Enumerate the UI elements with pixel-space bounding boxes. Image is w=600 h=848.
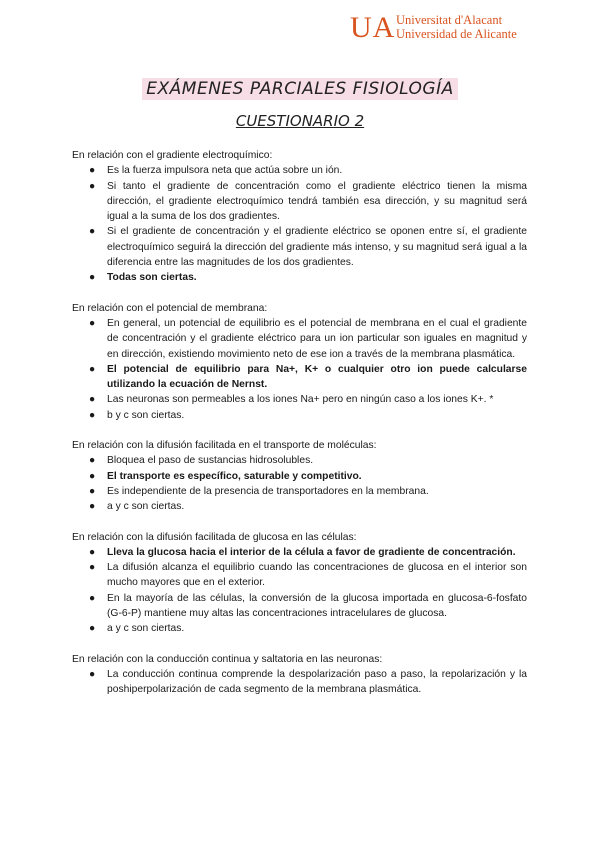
option-item: [72, 560, 527, 591]
option-item-correct: [72, 270, 527, 285]
option-item: [72, 179, 527, 225]
bullet-icon: ●: [89, 623, 96, 635]
option-item: [72, 667, 527, 698]
option-item: [72, 316, 527, 362]
option-list: [72, 667, 527, 698]
bullet-icon: ●: [89, 165, 96, 177]
bullet-icon: ●: [89, 180, 96, 192]
option-item: [72, 499, 527, 514]
option-item: [72, 591, 527, 622]
bullet-icon: ●: [89, 485, 96, 497]
option-list: [72, 316, 527, 423]
logo-text: [396, 14, 517, 41]
page-title: EXÁMENES PARCIALES FISIOLOGÍA: [142, 78, 457, 100]
option-text: Las neuronas son permeables a los iones Na+ pero en ningún caso a los iones K+. *: [107, 394, 494, 406]
question-text: En relación con la difusión facilitada de glucosa en las células:: [72, 531, 357, 543]
option-text: En general, un potencial de equilibrio es el potencial de membrana en el cual el gradiente de concentración y el gradiente eléctrico para un ion particular son iguales en magnitud y en dirección, existiendo movimiento neto de ese ion a través de la membrana plasmática.: [107, 317, 527, 360]
option-text: Si el gradiente de concentración y el gradiente eléctrico se oponen entre sí, el gradiente electroquímico seguirá la dirección del gradiente más intenso, y su magnitud será igual a la diferencia entre las magnitudes de los dos gradientes.: [107, 226, 527, 269]
question-block: [72, 438, 527, 514]
bullet-icon: ●: [89, 470, 96, 482]
option-item-correct: [72, 362, 527, 393]
bullet-icon: ●: [89, 226, 96, 238]
logo-line-2: Universidad de Alicante: [396, 26, 517, 41]
option-text: Si tanto el gradiente de concentración como el gradiente eléctrico tienen la misma dirección, el gradiente electroquímico tendrá también esa dirección, y su magnitud será igual a la suma de los dos gradientes.: [107, 180, 527, 223]
option-text: b y c son ciertas.: [107, 409, 185, 421]
option-item: [72, 392, 527, 407]
option-item: [72, 224, 527, 270]
question-list: [72, 148, 527, 713]
option-text: La difusión alcanza el equilibrio cuando las concentraciones de glucosa en el interior son mucho mayores que en el exterior.: [107, 562, 527, 589]
option-text: Lleva la glucosa hacia el interior de la célula a favor de gradiente de concentración.: [107, 546, 516, 558]
option-text: Todas son ciertas.: [107, 272, 197, 284]
bullet-icon: ●: [89, 592, 96, 604]
question-text: En relación con la difusión facilitada en el transporte de moléculas:: [72, 440, 377, 452]
bullet-icon: ●: [89, 455, 96, 467]
page-title-wrap: [0, 78, 600, 100]
bullet-icon: ●: [89, 546, 96, 558]
option-text: El transporte es específico, saturable y competitivo.: [107, 470, 362, 482]
page-subtitle: CUESTIONARIO 2: [235, 112, 365, 130]
question-block: [72, 652, 527, 698]
option-item: [72, 621, 527, 636]
question-text: En relación con el gradiente electroquímico:: [72, 150, 273, 161]
bullet-icon: ●: [89, 272, 96, 284]
bullet-icon: ●: [89, 317, 96, 329]
bullet-icon: ●: [89, 562, 96, 574]
logo-line-1: Universitat d'Alacant: [396, 13, 503, 27]
option-list: [72, 163, 527, 285]
option-list: [72, 453, 527, 514]
option-item: [72, 484, 527, 499]
option-item: [72, 408, 527, 423]
option-item-correct: [72, 545, 527, 560]
option-text: Es independiente de la presencia de transportadores en la membrana.: [107, 485, 429, 497]
option-text: El potencial de equilibrio para Na+, K+ o cualquier otro ion puede calcularse utilizando la ecuación de Nernst.: [107, 363, 527, 391]
bullet-icon: ●: [89, 668, 96, 680]
question-block: [72, 530, 527, 637]
bullet-icon: ●: [89, 409, 96, 421]
bullet-icon: ●: [89, 501, 96, 513]
option-text: a y c son ciertas.: [107, 623, 185, 635]
option-text: La conducción continua comprende la despolarización paso a paso, la repolarización y la poshiperpolarización de cada segmento de la membrana plasmática.: [107, 668, 527, 696]
question-text: En relación con el potencial de membrana:: [72, 302, 268, 314]
option-item-correct: [72, 469, 527, 484]
university-logo: [350, 12, 590, 46]
question-block: [72, 301, 527, 423]
question-block: [72, 148, 527, 286]
bullet-icon: ●: [89, 394, 96, 406]
option-item: [72, 163, 527, 178]
option-item: [72, 453, 527, 468]
bullet-icon: ●: [89, 363, 96, 375]
logo-mark: UA: [350, 11, 396, 44]
option-list: [72, 545, 527, 637]
option-text: Es la fuerza impulsora neta que actúa sobre un ión.: [107, 165, 343, 177]
option-text: a y c son ciertas.: [107, 501, 185, 513]
option-text: En la mayoría de las células, la conversión de la glucosa importada en glucosa-6-fosfato (G-6-P) mantiene muy altas las concentraciones intracelulares de glucosa.: [107, 592, 527, 620]
option-text: Bloquea el paso de sustancias hidrosolubles.: [107, 455, 314, 467]
question-text: En relación con la conducción continua y saltatoria en las neuronas:: [72, 653, 383, 665]
